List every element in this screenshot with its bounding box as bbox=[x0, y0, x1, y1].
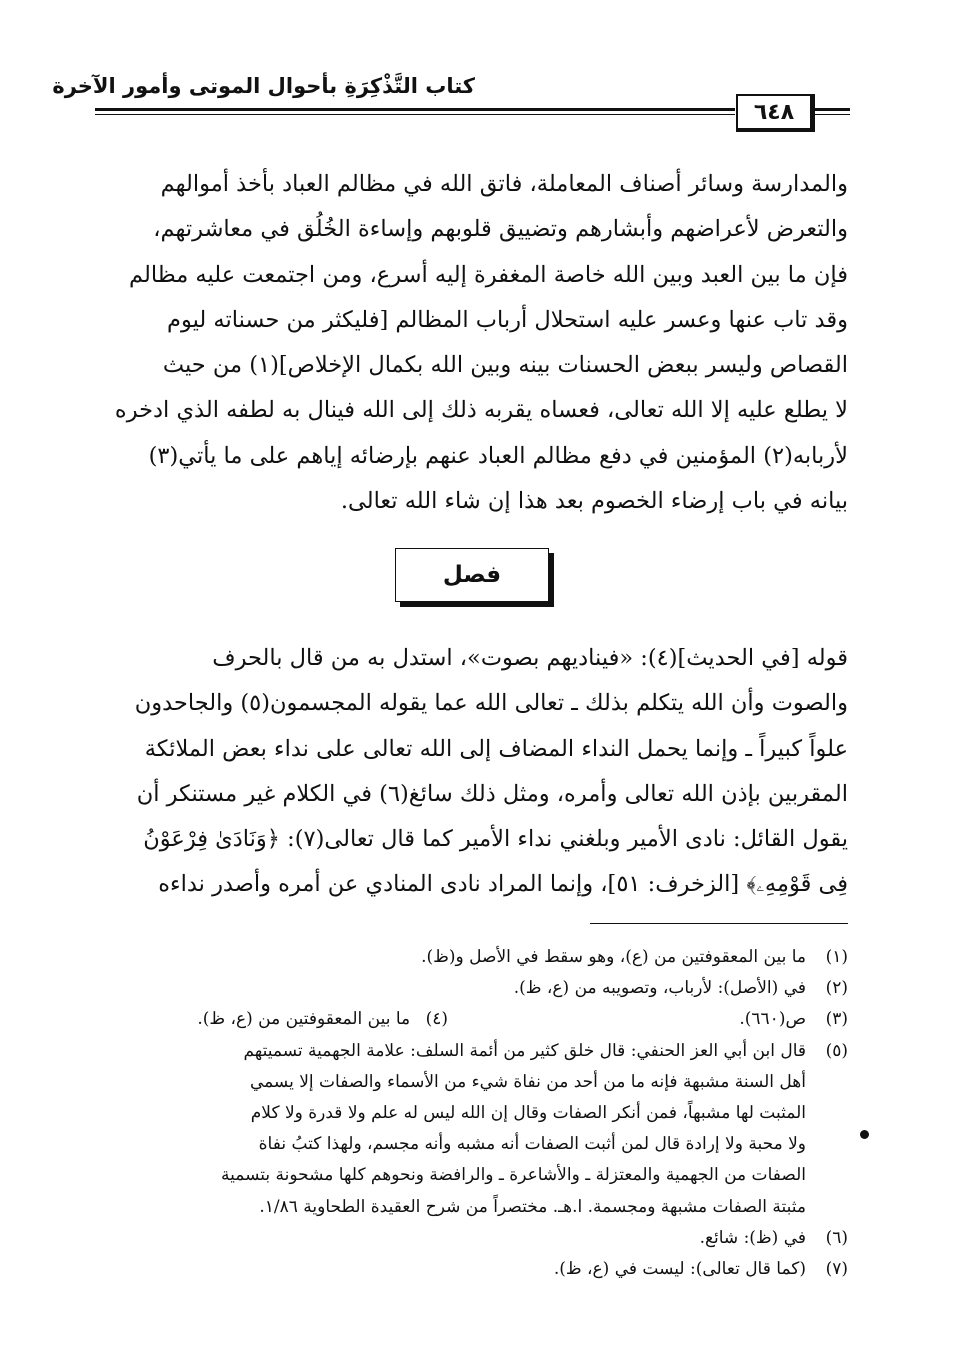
footnote-2 bbox=[100, 973, 848, 1004]
footnote-5-continued bbox=[100, 1129, 848, 1160]
footnote-1 bbox=[100, 942, 848, 973]
footnote-text: في (الأصل): لأرباب، وتصويبه من (ع، ظ). bbox=[513, 978, 806, 999]
footnote-5-continued bbox=[100, 1160, 848, 1191]
footnote-number: (٢) bbox=[825, 978, 848, 999]
text-line: علواً كبيراً ـ وإنما يحمل النداء المضاف إلى الله تعالى على نداء بعض الملائكة bbox=[144, 735, 848, 762]
footnote-separator bbox=[590, 923, 848, 924]
text-line: فإن ما بين العبد وبين الله خاصة المغفرة إليه أسرع، ومن اجتمعت عليه مظالم bbox=[129, 261, 848, 288]
footnote-7 bbox=[100, 1254, 848, 1285]
text-line: لا يطلع عليه إلا الله تعالى، فعساه يقربه ذلك إلى الله فينال به لطفه الذي ادخره bbox=[114, 397, 848, 424]
text-line: القصاص وليسر ببعض الحسنات بينه وبين الله بكمال الإخلاص](١) من حيث bbox=[162, 352, 848, 379]
section-heading: فصل bbox=[395, 548, 549, 602]
footnote-number: (٦) bbox=[825, 1227, 848, 1248]
text-line: المقربين بإذن الله تعالى وأمره، ومثل ذلك سائغ(٦) في الكلام غير مستنكر أن bbox=[136, 780, 848, 807]
header-rule-thick bbox=[95, 108, 735, 111]
text-line: والمدارسة وسائر أصناف المعاملة، فاتق الله في مظالم العباد بأخذ أموالهم bbox=[160, 171, 848, 197]
text-line: والصوت وأن الله يتكلم بذلك ـ تعالى الله عما يقوله المجسمون(٥) والجاحدون bbox=[134, 690, 848, 717]
text-line: لأربابه(٢) المؤمنين في دفع مظالم العباد عنهم بإرضائه إياهم على ما يأتي(٣) bbox=[148, 442, 848, 469]
footnote-6 bbox=[100, 1223, 848, 1254]
footnote-text: ما بين المعقوفتين من (ع، ظ). bbox=[197, 1009, 411, 1030]
footnote-text: ص(٦٦٠). bbox=[739, 1009, 806, 1030]
footnote-number: (٥) bbox=[825, 1040, 848, 1061]
footnote-text: الصفات من الجهمية والمعتزلة ـ والأشاعرة ـ والرافضة ونحوهم كلها مشحونة بتسمية bbox=[221, 1165, 806, 1186]
header-rule-right-thin bbox=[812, 114, 850, 115]
text-line: وقد تاب عنها وعسر عليه استحلال أرباب المظالم [فليكثر من حسناته ليوم bbox=[167, 306, 848, 333]
footnote-5 bbox=[100, 1036, 848, 1067]
footnote-text: (كما قال تعالى): ليست في (ع، ظ). bbox=[553, 1258, 806, 1279]
footnote-number: (١) bbox=[825, 947, 848, 967]
text-line: فِى قَوْمِهِۦ﴾ [الزخرف: ٥١]، وإنما المراد نادى المنادي عن أمره وأصدر نداءه bbox=[158, 871, 848, 898]
footnote-text: ما بين المعقوفتين من (ع)، وهو سقط في الأصل و(ظ). bbox=[421, 947, 806, 967]
text-line: قوله [في الحديث](٤): «فيناديهم بصوت»، استدل به من قال بالحرف bbox=[212, 645, 848, 671]
footnote-text: مثبتة الصفات مشبهة ومجسمة. ا.هـ. مختصراً من شرح العقيدة الطحاوية ١/٨٦. bbox=[259, 1196, 806, 1217]
footnote-number: (٣) bbox=[825, 1009, 848, 1030]
footnote-5-continued bbox=[100, 1098, 848, 1129]
body-paragraph-bottom bbox=[100, 636, 848, 908]
running-header-title: كتاب التَّذْكِرَةِ بأحوال الموتى وأمور الآخرة bbox=[52, 74, 475, 98]
footnote-5-continued bbox=[100, 1192, 848, 1223]
footnotes bbox=[100, 942, 848, 1285]
footnote-text: في (ظ): شائع. bbox=[699, 1227, 806, 1248]
footnote-number: (٤) bbox=[425, 1009, 448, 1030]
text-line: والتعرض لأعراضهم وأبشارهم وتضييق قلوبهم وإساءة الخُلُق في معاشرتهم، bbox=[153, 216, 848, 243]
header-rule-right-thick bbox=[812, 108, 850, 111]
body-paragraph-top bbox=[100, 162, 848, 524]
footnote-5-continued bbox=[100, 1067, 848, 1098]
text-line: يقول القائل: نادى الأمير وبلغني نداء الأمير كما قال تعالى(٧): ﴿وَنَادَىٰ فِرْعَوْنُ bbox=[143, 826, 848, 853]
footnote-text: المثبت لها مشبهاً، فمن أنكر الصفات وقال إن الله ليس له علم ولا قدرة ولا كلام bbox=[250, 1102, 806, 1123]
footnote-4 bbox=[100, 1004, 448, 1035]
margin-dot bbox=[860, 1130, 869, 1139]
footnote-text: ولا محبة ولا إرادة قال لمن أثبت الصفات أنه مشبه وأنه مجسم، ولهذا كتبُ نفاة bbox=[258, 1134, 806, 1155]
footnote-text: قال ابن أبي العز الحنفي: قال خلق كثير من أئمة السلف: علامة الجهمية تسميتهم bbox=[243, 1040, 806, 1061]
footnote-text: أهل السنة مشبهة فإنه ما من أحد من نفاة شيء من الأسماء والصفات إلا يسمي bbox=[249, 1071, 806, 1092]
footnote-3-4 bbox=[100, 1004, 848, 1035]
page-number: ٦٤٨ bbox=[736, 94, 815, 132]
footnote-number: (٧) bbox=[825, 1258, 848, 1279]
text-line: بيانه في باب إرضاء الخصوم بعد هذا إن شاء الله تعالى. bbox=[340, 488, 848, 515]
header-rule-thin bbox=[95, 114, 735, 115]
